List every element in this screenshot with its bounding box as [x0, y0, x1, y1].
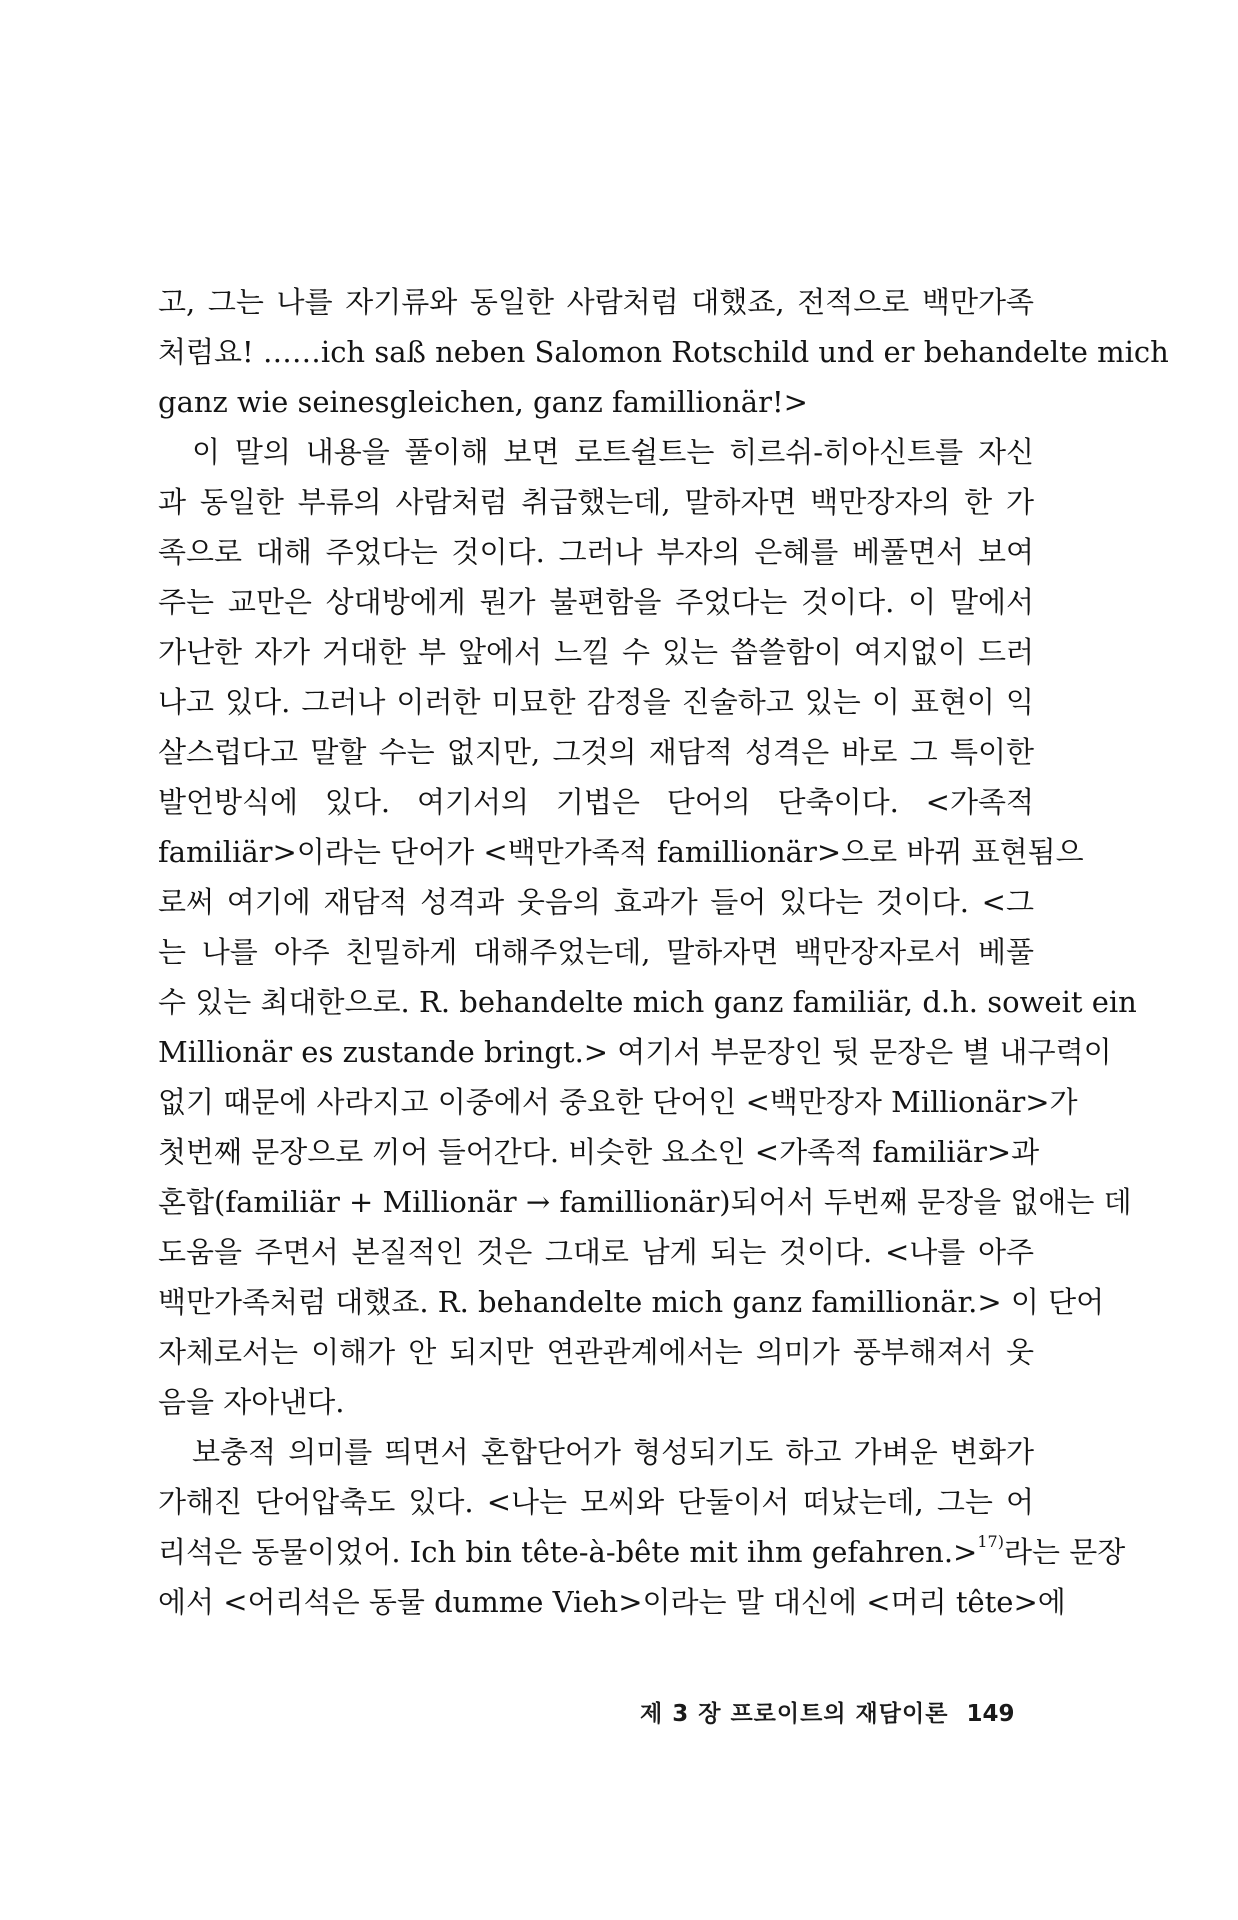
text-line: 과 동일한 부류의 사람처럼 취급했는데, 말하자면 백만장자의 한 가	[158, 485, 1034, 519]
running-footer	[640, 1696, 1014, 1732]
text-line: 수 있는 최대한으로. R. behandelte mich ganz familiär, d.h. soweit ein	[158, 985, 1137, 1019]
text-line: 고, 그는 나를 자기류와 동일한 사람처럼 대했죠, 전적으로 백만가족	[158, 285, 1034, 319]
text-line: 자체로서는 이해가 안 되지만 연관관계에서는 의미가 풍부해져서 웃	[158, 1335, 1034, 1369]
text-line: Millionär es zustande bringt.> 여기서 부문장인 뒷 문장은 별 내구력이	[158, 1035, 1112, 1069]
text-line-part: 리석은 동물이었어. Ich bin tête-à-bête mit ihm gefahren.>	[158, 1535, 978, 1569]
text-line: 가난한 자가 거대한 부 앞에서 느낄 수 있는 씁쓸함이 여지없이 드러	[158, 635, 1034, 669]
text-line: 에서 <어리석은 동물 dumme Vieh>이라는 말 대신에 <머리 tête>에	[158, 1585, 1066, 1619]
text-line: 는 나를 아주 친밀하게 대해주었는데, 말하자면 백만장자로서 베풀	[158, 935, 1034, 969]
text-line: 혼합(familiär + Millionär → famillionär)되어서 두번째 문장을 없애는 데	[158, 1185, 1132, 1219]
text-line: 이 말의 내용을 풀이해 보면 로트쉴트는 히르쉬-히아신트를 자신	[192, 435, 1034, 469]
text-line: 로써 여기에 재담적 성격과 웃음의 효과가 들어 있다는 것이다. <그	[158, 885, 1034, 919]
text-line: 보충적 의미를 띄면서 혼합단어가 형성되기도 하고 가벼운 변화가	[192, 1435, 1034, 1469]
text-line: 도움을 주면서 본질적인 것은 그대로 남게 되는 것이다. <나를 아주	[158, 1235, 1034, 1269]
footnote-reference: 17)	[977, 1532, 1004, 1552]
text-line: 없기 때문에 사라지고 이중에서 중요한 단어인 <백만장자 Millionär>가	[158, 1085, 1078, 1119]
text-line-part: 라는 문장	[1003, 1535, 1126, 1569]
text-line: 살스럽다고 말할 수는 없지만, 그것의 재담적 성격은 바로 그 특이한	[158, 735, 1034, 769]
text-line: 처럼요! ……ich saß neben Salomon Rotschild und er behandelte mich	[158, 335, 1169, 369]
text-line: 음을 자아낸다.	[158, 1385, 345, 1419]
text-line: 백만가족처럼 대했죠. R. behandelte mich ganz famillionär.> 이 단어	[158, 1285, 1105, 1319]
text-line: 주는 교만은 상대방에게 뭔가 불편함을 주었다는 것이다. 이 말에서	[158, 585, 1034, 619]
text-line: 첫번째 문장으로 끼어 들어간다. 비슷한 요소인 <가족적 familiär>과	[158, 1135, 1040, 1169]
text-line: 가해진 단어압축도 있다. <나는 모씨와 단둘이서 떠났는데, 그는 어	[158, 1485, 1034, 1519]
text-line: 발언방식에 있다. 여기서의 기법은 단어의 단축이다. <가족적	[158, 785, 1034, 819]
text-line: ganz wie seinesgleichen, ganz famillionär!>	[158, 385, 808, 419]
text-line: familiär>이라는 단어가 <백만가족적 famillionär>으로 바뀌 표현됨으	[158, 835, 1084, 869]
chapter-title: 제 3 장 프로이트의 재담이론	[640, 1701, 949, 1727]
text-line: 족으로 대해 주었다는 것이다. 그러나 부자의 은혜를 베풀면서 보여	[158, 535, 1034, 569]
text-line: 나고 있다. 그러나 이러한 미묘한 감정을 진술하고 있는 이 표현이 익	[158, 685, 1034, 719]
page-number: 149	[966, 1701, 1015, 1727]
